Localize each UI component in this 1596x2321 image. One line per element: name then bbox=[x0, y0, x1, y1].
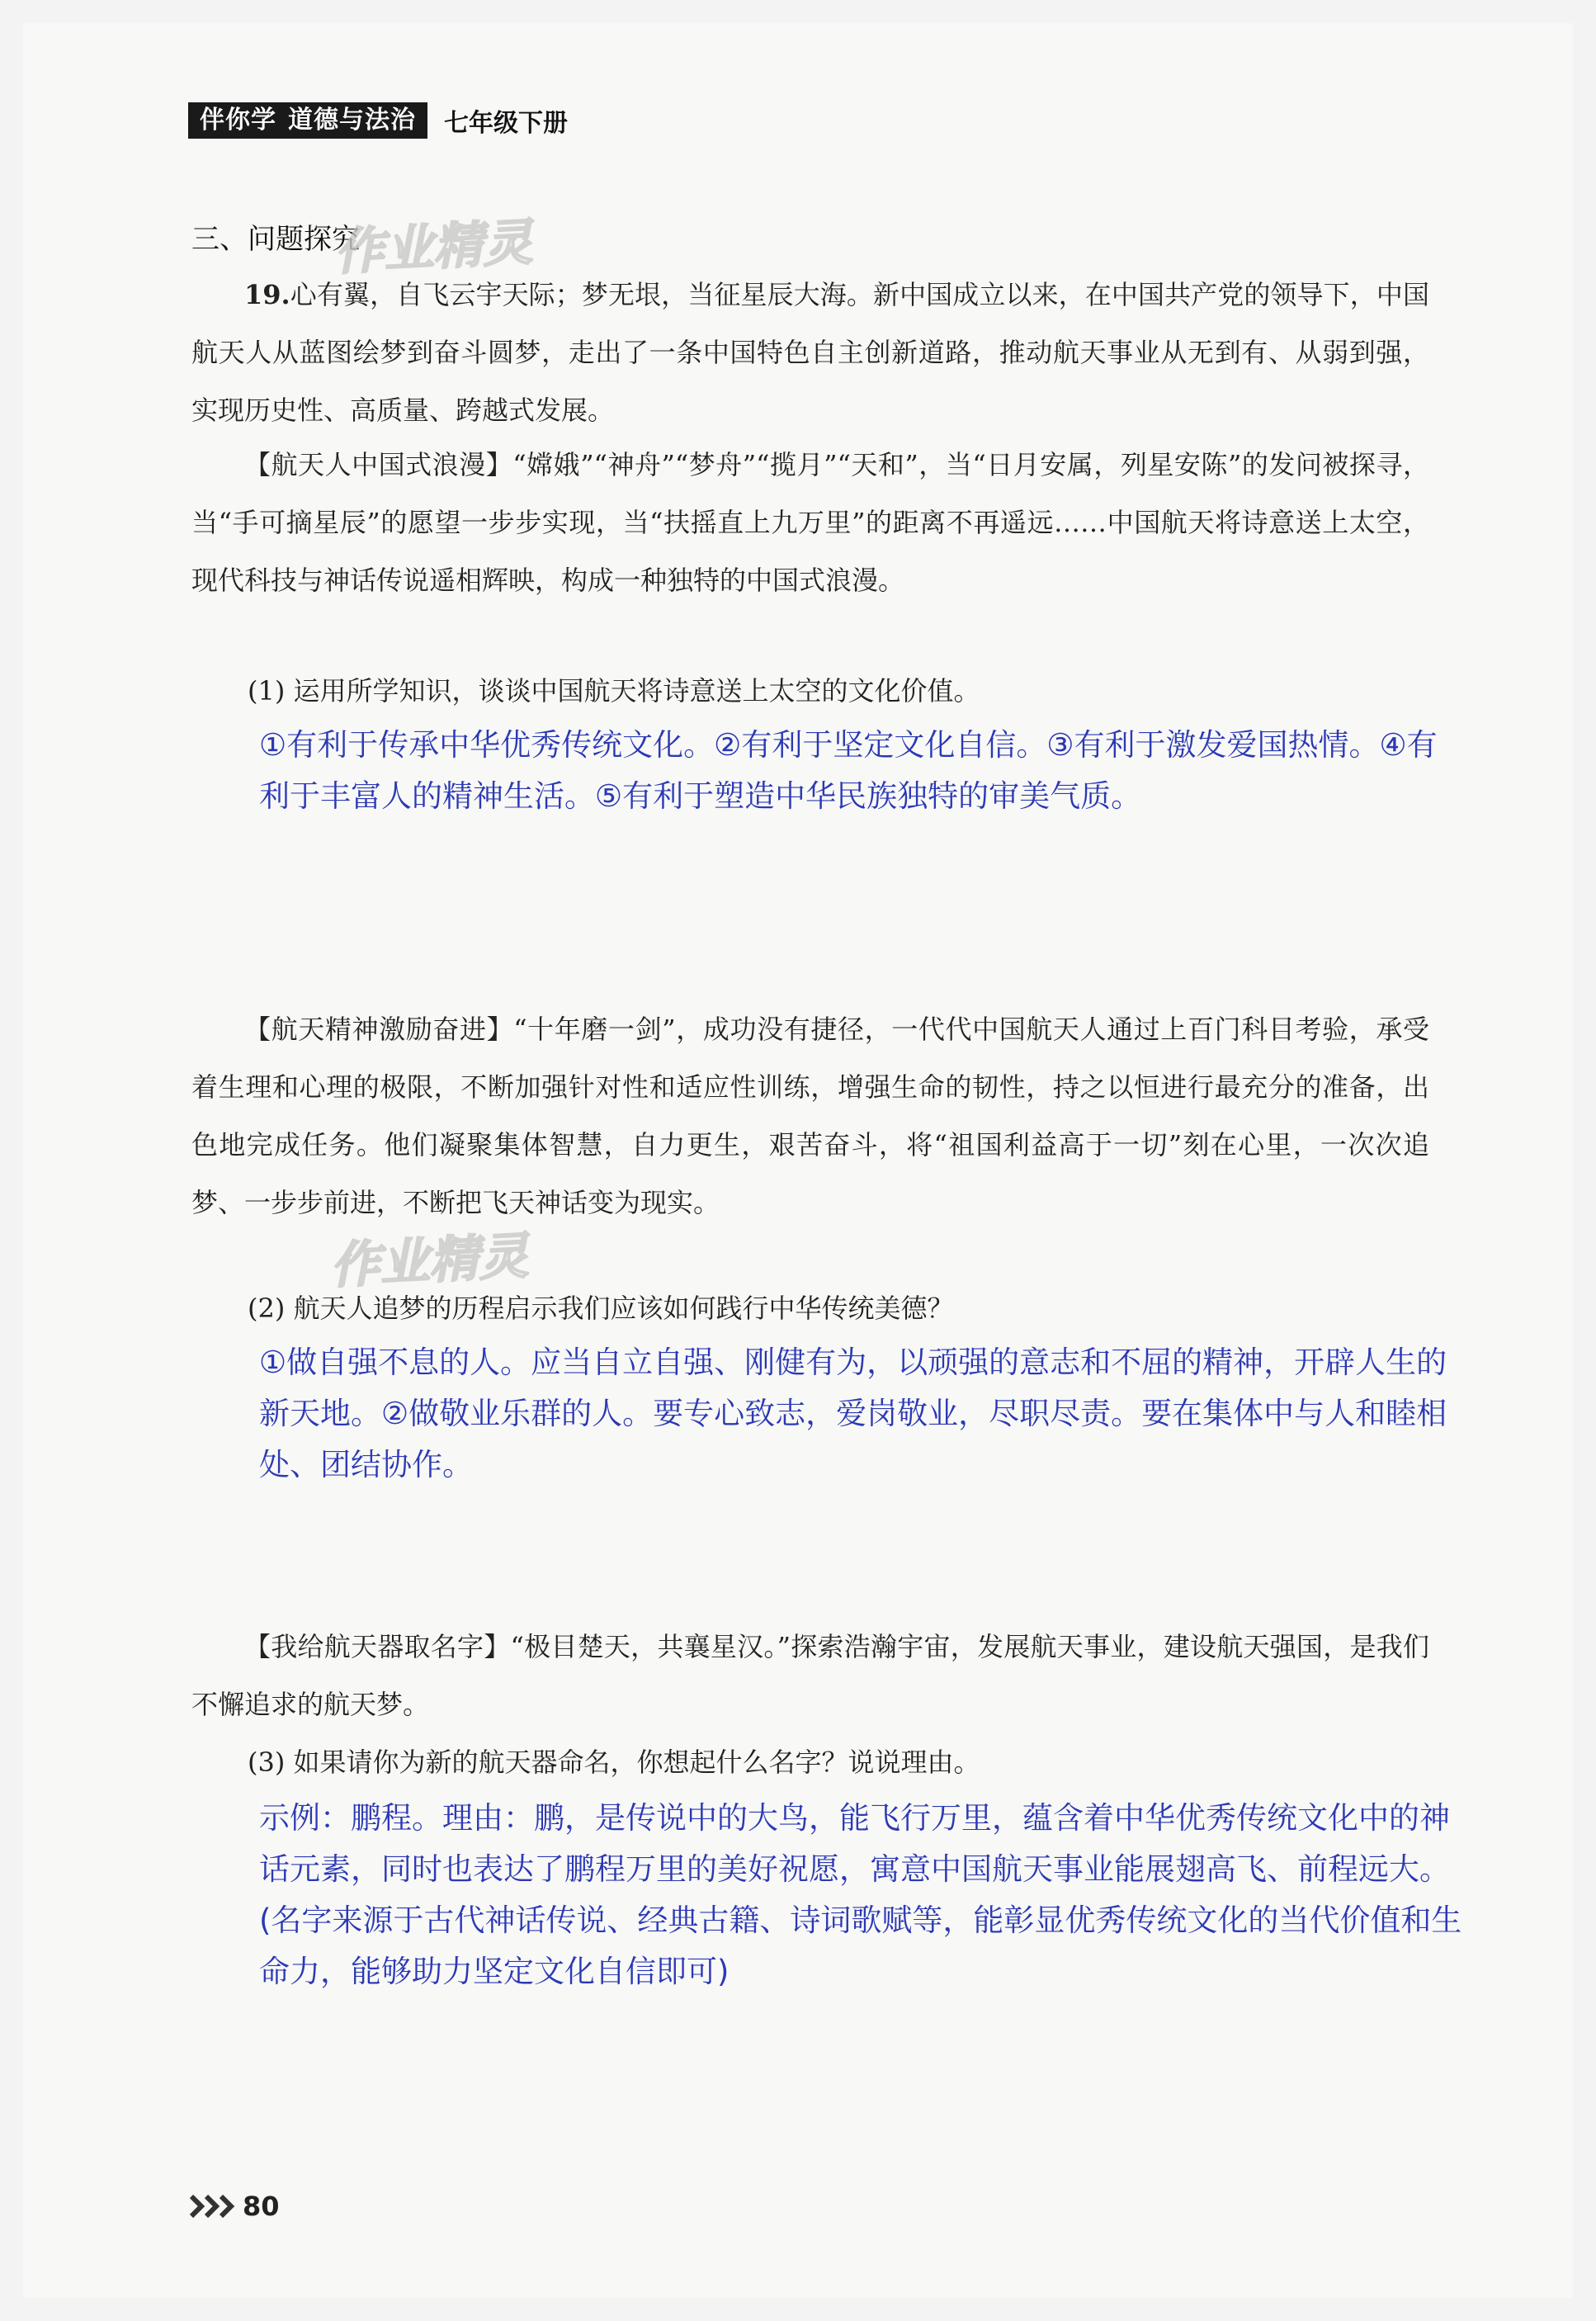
watermark-top: 作业精灵 bbox=[333, 213, 534, 282]
subject-name: 道德与法治 bbox=[288, 106, 416, 135]
watermark-middle: 作业精灵 bbox=[328, 1227, 530, 1296]
page-footer bbox=[188, 2191, 280, 2222]
series-name: 伴你学 bbox=[200, 106, 276, 135]
question-number: 19. bbox=[244, 279, 290, 310]
answer-3: 示例：鹏程。理由：鹏，是传说中的大鸟，能飞行万里，蕴含着中华优秀传统文化中的神话元素，同时也表达了鹏程万里的美好祝愿，寓意中国航天事业能展翅高飞、前程远大。(名字来源于古代神话传说、经典古籍、诗词歌赋等，能彰显优秀传统文化的当代价值和生命力，能够助力坚定文化自信即可) bbox=[259, 1800, 1462, 1989]
material-naming: 【我给航天器取名字】“极目楚天，共襄星汉。”探索浩瀚宇宙，发展航天事业，建设航天强国，是我们不懈追求的航天梦。 bbox=[191, 1631, 1429, 1720]
page-header bbox=[188, 102, 568, 139]
answer-2: ①做自强不息的人。应当自立自强、刚健有为，以顽强的意志和不屈的精神，开辟人生的新天地。②做敬业乐群的人。要专心致志，爱岗敬业，尽职尽责。要在集体中与人和睦相处、团结协作。 bbox=[259, 1345, 1447, 1482]
sub-question-2: (2) 航天人追梦的历程启示我们应该如何践行中华传统美德？ bbox=[248, 1293, 954, 1324]
sub-question-1: (1) 运用所学知识，谈谈中国航天将诗意送上太空的文化价值。 bbox=[248, 675, 980, 707]
answer-1: ①有利于传承中华优秀传统文化。②有利于坚定文化自信。③有利于激发爱国热情。④有利于丰富人的精神生活。⑤有利于塑造中华民族独特的审美气质。 bbox=[259, 727, 1438, 814]
grade-label: 七年级下册 bbox=[444, 109, 568, 138]
question-intro bbox=[191, 266, 1429, 439]
material-spirit: 【航天精神激励奋进】“十年磨一剑”，成功没有捷径，一代代中国航天人通过上百门科目考验，承受着生理和心理的极限，不断加强针对性和适应性训练，增强生命的韧性，持之以恒进行最充分的准备，出色地完成任务。他们凝聚集体智慧，自力更生，艰苦奋斗，将“祖国利益高于一切”刻在心里，一次次追梦、一步步前进，不断把飞天神话变为现实。 bbox=[191, 1014, 1429, 1218]
material-romance: 【航天人中国式浪漫】“嫦娥”“神舟”“梦舟”“揽月”“天和”，当“日月安属，列星安陈”的发问被探寻，当“手可摘星辰”的愿望一步步实现，当“扶摇直上九万里”的距离不再遥远……中国航天将诗意送上太空，现代科技与神话传说遥相辉映，构成一种独特的中国式浪漫。 bbox=[191, 449, 1429, 596]
question-intro-text: 心有翼，自飞云宇天际；梦无垠，当征星辰大海。新中国成立以来，在中国共产党的领导下，中国航天人从蓝图绘梦到奋斗圆梦，走出了一条中国特色自主创新道路，推动航天事业从无到有、从弱到强，实现历史性、高质量、跨越式发展。 bbox=[191, 279, 1429, 426]
triple-chevron-icon bbox=[188, 2193, 238, 2219]
sub-question-3: (3) 如果请你为新的航天器命名，你想起什么名字？说说理由。 bbox=[248, 1747, 980, 1778]
book-series-badge bbox=[188, 102, 427, 139]
page-number: 80 bbox=[243, 2191, 280, 2222]
section-title: 三、问题探究 bbox=[191, 223, 360, 256]
